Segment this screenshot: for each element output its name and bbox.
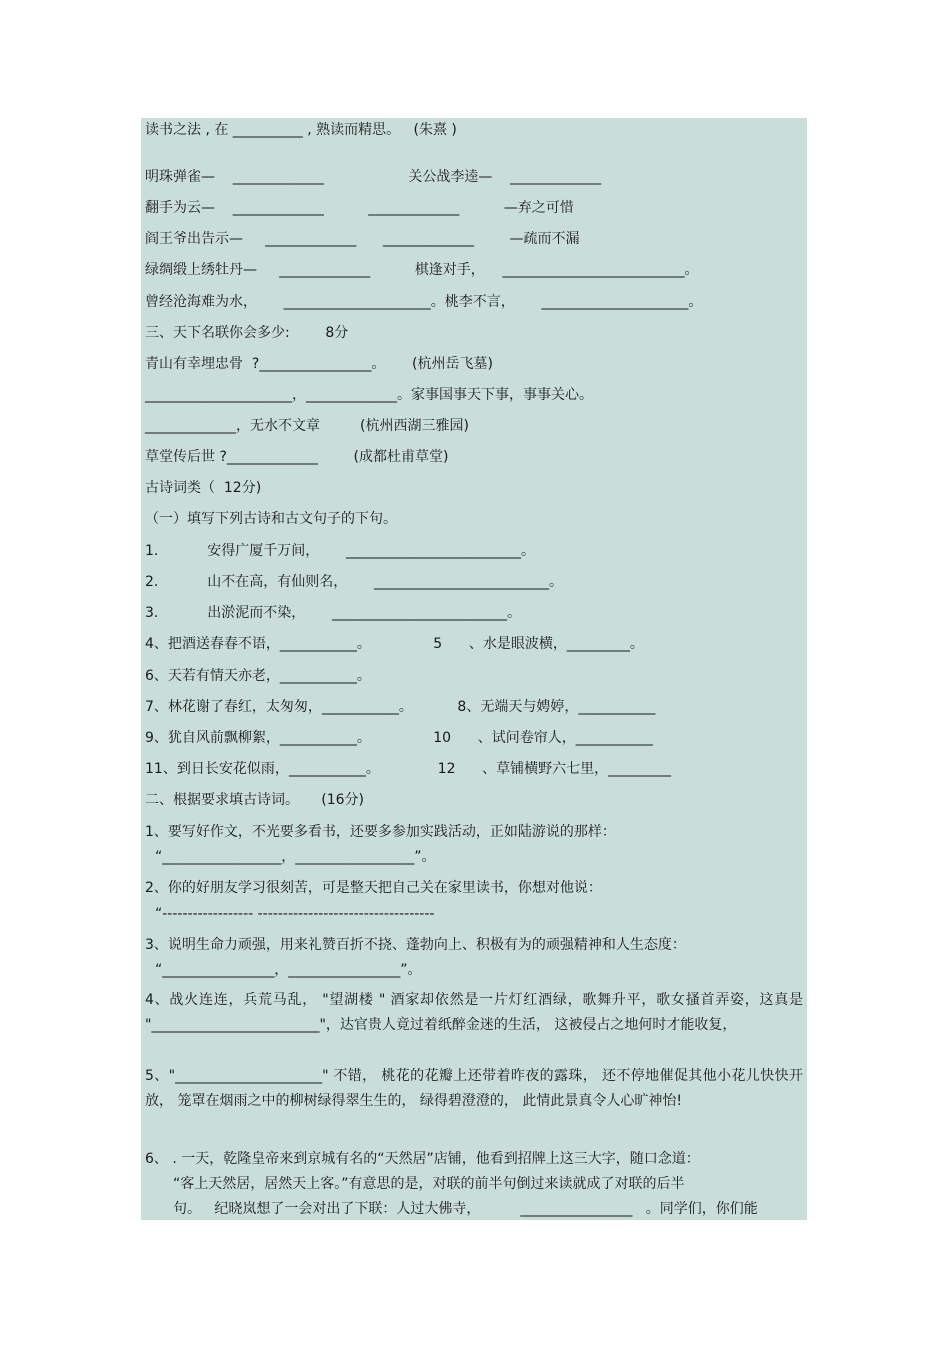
question-line: 3、说明生命力顽强，用来礼赞百折不挠、蓬勃向上、积极有为的顽强精神和人生态度： xyxy=(145,937,686,953)
section-heading: 二、根据要求填古诗词。 (16分) xyxy=(145,792,364,808)
text-line: 曾经沧海难为水， _____________________。桃李不言， _____________________。 xyxy=(145,294,703,310)
section-heading: 三、天下名联你会多少: 8分 xyxy=(145,325,349,341)
section-heading: 古诗词类（ 12分) xyxy=(145,480,262,496)
question-line: 6、 . 一天，乾隆皇帝来到京城有名的“天然居”店铺，他看到招牌上这三大字，随口念道： xyxy=(145,1151,700,1167)
question-paragraph: 4、战火连连，兵荒马乱， "望湖楼 " 酒家却依然是一片灯红酒绿，歌舞升平，歌女搔首弄姿，这真是 "________________________"，达官贵人竟过着纸醉金迷的生活， 这被侵占之地何时才能收复， xyxy=(145,992,803,1033)
question-line: 2. 山不在高，有仙则名， _________________________。 xyxy=(145,574,564,590)
question-line: 9、犹自风前飘柳絮，___________。 10 、试问卷帘人，___________ xyxy=(145,730,653,746)
text-line: 草堂传后世 ?_____________ (成都杜甫草堂) xyxy=(145,449,449,465)
question-line: 3. 出淤泥而不染， _________________________。 xyxy=(145,605,522,621)
text-line: 绿绸缎上绣牡丹— _____________ 棋逢对手， __________________________。 xyxy=(145,262,699,278)
answer-line: “------------------ ----------------------------------- xyxy=(155,906,435,922)
question-paragraph: 5、"_____________________" 不错， 桃花的花瓣上还带着昨夜的露珠， 还不停地催促其他小花儿快快开放， 笼罩在烟雨之中的柳树绿得翠生生的， 绿得碧澄澄的， 此情此景真令人心旷神怡! xyxy=(145,1068,803,1109)
question-line: 4、把酒送春春不语，___________。 5 、水是眼波横，_________。 xyxy=(145,636,644,652)
question-line: 6、天若有情天亦老，___________。 xyxy=(145,668,371,684)
question-line: 句。 纪晓岚想了一会对出了下联：人过大佛寺， ________________ 。同学们，你们能 xyxy=(173,1201,758,1217)
answer-line: “_________________，_________________”。 xyxy=(155,849,436,865)
question-line: “客上天然居，居然天上客。”有意思的是，对联的前半句倒过来读就成了对联的后半 xyxy=(173,1176,685,1192)
text-line: 青山有幸埋忠骨 ?________________。 (杭州岳飞墓) xyxy=(145,356,493,372)
question-line: 7、林花谢了春红，太匆匆，___________。 8、无端天与娉婷，___________ xyxy=(145,699,656,715)
text-line: 明珠弹雀— _____________ 关公战李逵— _____________ xyxy=(145,169,602,185)
text-line: 阎王爷出告示— _____________ _____________ —疏而不漏 xyxy=(145,231,580,247)
question-line: 11、到日长安花似雨，___________。 12 、草铺横野六七里，_________ xyxy=(145,761,672,777)
question-line: 2、你的好朋友学习很刻苦，可是整天把自己关在家里读书，你想对他说： xyxy=(145,880,602,896)
text-line: （一）填写下列古诗和古文句子的下句。 xyxy=(145,511,397,527)
question-line: 1、要写好作文，不光要多看书，还要多参加实践活动，正如陆游说的那样： xyxy=(145,824,616,840)
question-line: 1. 安得广厦千万间， _________________________。 xyxy=(145,543,536,559)
answer-line: “________________，________________”。 xyxy=(155,962,422,978)
text-line: 读书之法 , 在 __________ , 熟读而精思。 (朱熹 ) xyxy=(145,122,457,138)
text-line: _____________________，_____________。家事国事天下事，事事关心。 xyxy=(145,387,593,403)
text-line: 翻手为云— _____________ _____________ —弃之可惜 xyxy=(145,200,574,216)
text-line: _____________，无水不文章 (杭州西湖三雅园) xyxy=(145,418,469,434)
worksheet-page xyxy=(141,118,807,1220)
